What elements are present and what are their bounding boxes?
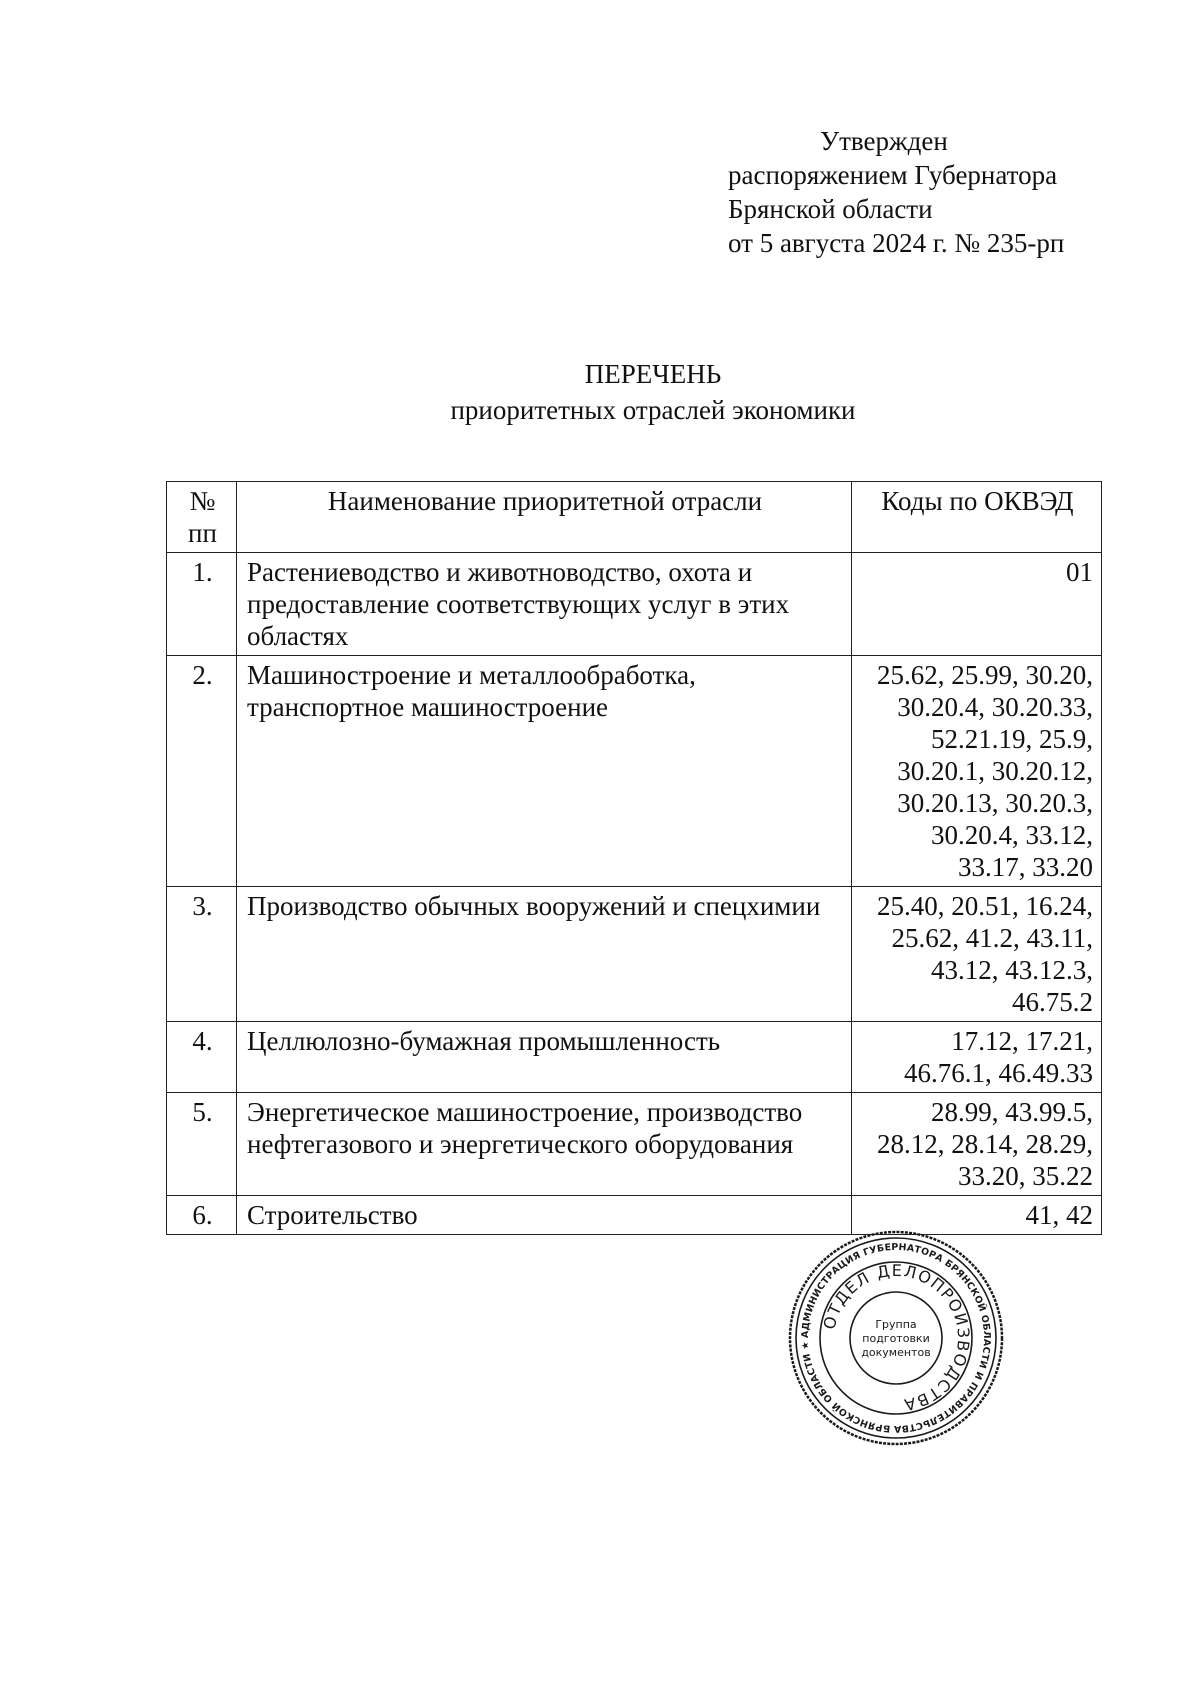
header-okved-codes: Коды по ОКВЭД [852, 482, 1102, 553]
row-sector-name: Машиностроение и металлообработка, транспортное машиностроение [237, 656, 852, 887]
row-number: 3. [167, 887, 237, 1022]
header-number: № пп [167, 482, 237, 553]
table-row [167, 1093, 1102, 1196]
stamp-outer-ring-text: АДМИНИСТРАЦИЯ ГУБЕРНАТОРА БРЯНСКОЙ ОБЛАСТИ И ПРАВИТЕЛЬСТВА БРЯНСКОЙ ОБЛАСТИ ★ [799, 1241, 993, 1435]
stamp-seal-icon [786, 1228, 1006, 1448]
priority-sectors-table [166, 481, 1102, 1235]
stamp-center-line: подготовки [862, 1332, 930, 1345]
stamp-inner-ring-text: ОТДЕЛ ДЕЛОПРОИЗВОДСТВА [819, 1260, 974, 1415]
row-okved-codes: 28.99, 43.99.5, 28.12, 28.14, 28.29, 33.20, 35.22 [852, 1093, 1102, 1196]
header-sector-name: Наименование приоритетной отрасли [237, 482, 852, 553]
table-row [167, 1022, 1102, 1093]
row-sector-name: Производство обычных вооружений и спецхимии [237, 887, 852, 1022]
row-sector-name: Целлюлозно-бумажная промышленность [237, 1022, 852, 1093]
approval-line-order: распоряжением Губернатора [728, 160, 1058, 190]
table-row [167, 887, 1102, 1022]
document-subtitle: приоритетных отраслей экономики [450, 395, 856, 425]
approval-line-approved: Утвержден [820, 126, 948, 156]
row-number: 2. [167, 656, 237, 887]
row-number: 6. [167, 1196, 237, 1235]
row-number: 4. [167, 1022, 237, 1093]
row-sector-name: Энергетическое машиностроение, производство нефтегазового и энергетического оборудования [237, 1093, 852, 1196]
document-title: ПЕРЕЧЕНЬ [584, 359, 722, 389]
row-number: 1. [167, 553, 237, 656]
table-row [167, 656, 1102, 887]
table-row [167, 553, 1102, 656]
table-header-row [167, 482, 1102, 553]
approval-line-region: Брянской области [728, 194, 933, 224]
stamp-center-line: документов [861, 1346, 931, 1359]
official-stamp [786, 1228, 1006, 1448]
row-okved-codes: 41, 42 [852, 1196, 1102, 1235]
row-okved-codes: 25.40, 20.51, 16.24, 25.62, 41.2, 43.11, 43.12, 43.12.3, 46.75.2 [852, 887, 1102, 1022]
approval-line-date-number: от 5 августа 2024 г. № 235-рп [728, 228, 1065, 258]
row-okved-codes: 01 [852, 553, 1102, 656]
row-number: 5. [167, 1093, 237, 1196]
approval-block [728, 124, 1064, 260]
row-okved-codes: 25.62, 25.99, 30.20, 30.20.4, 30.20.33, 52.21.19, 25.9, 30.20.1, 30.20.12, 30.20.13, 30.20.3, 30.20.4, 33.12, 33.17, 33.20 [852, 656, 1102, 887]
row-sector-name: Растениеводство и животноводство, охота и предоставление соответствующих услуг в этих областях [237, 553, 852, 656]
row-sector-name: Строительство [237, 1196, 852, 1235]
document-heading [0, 356, 1200, 428]
row-okved-codes: 17.12, 17.21, 46.76.1, 46.49.33 [852, 1022, 1102, 1093]
stamp-center-line: Группа [875, 1318, 917, 1331]
